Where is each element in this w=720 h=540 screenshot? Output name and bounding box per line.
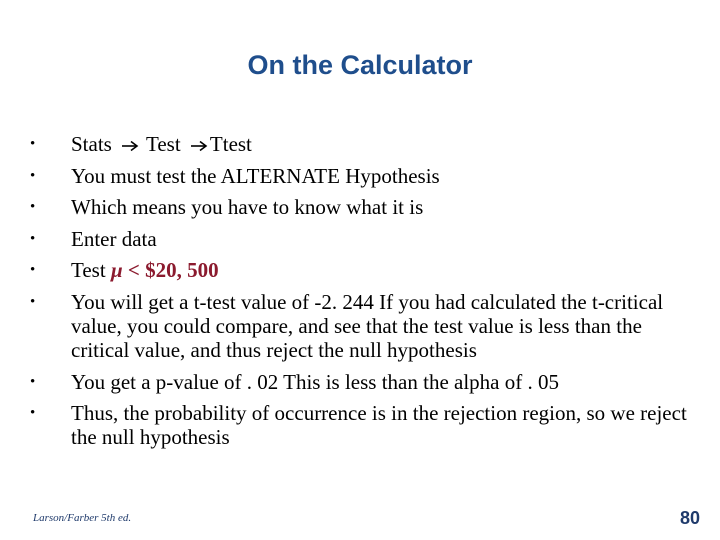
bullet-text: You get a p-value of . 02 This is less than the alpha of . 05 bbox=[71, 369, 559, 394]
bullet-dot: • bbox=[30, 293, 36, 310]
bullet-item-know-it bbox=[28, 195, 696, 219]
mu-symbol: μ bbox=[110, 258, 123, 283]
bullet-text-test: Test bbox=[141, 132, 186, 156]
right-arrow-icon bbox=[121, 140, 139, 152]
bullet-dot: • bbox=[30, 136, 36, 152]
slide-title: On the Calculator bbox=[247, 50, 473, 80]
bullet-item-test-mu bbox=[28, 258, 696, 282]
bullet-text: Which means you have to know what it is bbox=[71, 195, 424, 220]
bullet-item-alternate bbox=[28, 164, 696, 188]
bullet-dot: • bbox=[30, 405, 36, 422]
bullet-dot: • bbox=[30, 167, 36, 184]
bullet-dot: • bbox=[30, 373, 36, 390]
right-arrow-icon bbox=[190, 140, 208, 152]
bullet-item-p-value bbox=[28, 370, 696, 394]
bullet-dot: • bbox=[30, 199, 36, 216]
hypothesis-value: < $20, 500 bbox=[122, 258, 219, 283]
bullet-text-stats: Stats bbox=[71, 132, 118, 156]
bullet-text-ttest: Ttest bbox=[209, 132, 252, 156]
page-number: 80 bbox=[679, 508, 700, 528]
bullet-text: Thus, the probability of occurrence is in the rejection region, so we reject the null hypothesis bbox=[71, 401, 687, 450]
bullet-item-stats-test bbox=[28, 132, 696, 156]
bullet-text: You must test the ALTERNATE Hypothesis bbox=[71, 163, 440, 188]
bullet-text: You will get a t-test value of -2. 244 If you had calculated the t-critical value, you could compare, and see that the test value is less than the critical value, and thus reject the null hypothesis bbox=[71, 289, 664, 362]
bullet-item-enter-data bbox=[28, 227, 696, 251]
bullet-list bbox=[28, 132, 696, 457]
bullet-text: Enter data bbox=[71, 226, 157, 251]
footer-credit: Larson/Farber 5th ed. bbox=[33, 512, 132, 524]
bullet-text: Test bbox=[71, 258, 111, 283]
bullet-item-conclusion bbox=[28, 401, 696, 449]
bullet-dot: • bbox=[30, 262, 36, 279]
bullet-dot: • bbox=[30, 230, 36, 247]
hypothesis-expression bbox=[111, 258, 219, 282]
bullet-item-t-test-value bbox=[28, 290, 696, 362]
